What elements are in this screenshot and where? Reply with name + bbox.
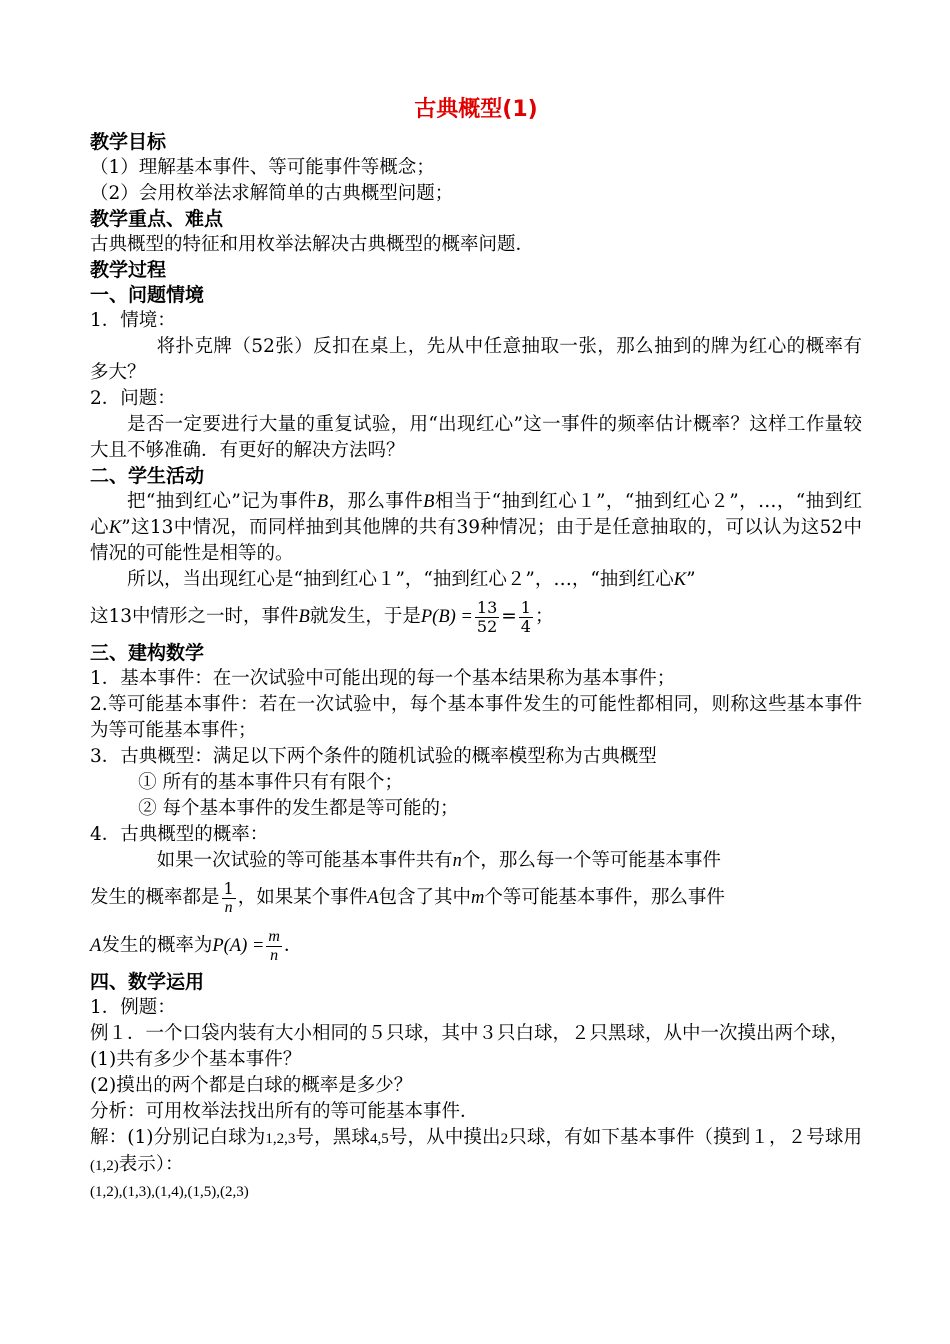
fraction-1-n: $\frac{1}{n}$ <box>223 878 234 916</box>
s1-item-2: 2．问题： <box>90 388 176 409</box>
process-heading: 教学过程 <box>90 259 167 281</box>
s4-solution: 解：(1)分别记白球为1,2,3号，黑球4,5号，从中摸出2只球，有如下基本事件（摸到１，２号球用(1,2)表示）： <box>90 1127 862 1175</box>
fraction-13-52: $\frac{13}{52}$ <box>476 597 498 636</box>
section-4-heading: 四、数学运用 <box>90 971 205 993</box>
s3-condition-1: ① 所有的基本事件只有有限个； <box>138 772 403 793</box>
document-page <box>90 96 862 1205</box>
s3-paragraph-3: A发生的概率为P(A) = $\frac{m}{n}$ ． <box>90 927 303 964</box>
s2-paragraph-3: 这13中情形之一时，事件B就发生，于是P(B) = $\frac{13}{52}$ = $\frac{1}{4}$ ； <box>90 597 554 636</box>
goal-2: （2）会用枚举法求解简单的古典概型问题； <box>90 183 454 204</box>
s3-paragraph-2: 发生的概率都是 $\frac{1}{n}$ ，如果某个事件A包含了其中m个等可能基本事件，那么事件 <box>90 878 725 916</box>
s3-paragraph-1: 如果一次试验的等可能基本事件共有n个，那么每一个等可能基本事件 <box>156 850 721 871</box>
s4-question-2: (2)摸出的两个都是白球的概率是多少？ <box>90 1075 413 1096</box>
s2-paragraph-2: 所以，当出现红心是“抽到红心１”，“抽到红心２”，…，“抽到红心K” <box>127 569 696 590</box>
s3-item-3: 3．古典概型：满足以下两个条件的随机试验的概率模型称为古典概型 <box>90 746 657 767</box>
s3-item-4: 4．古典概型的概率： <box>90 824 269 845</box>
s3-item-1: 1．基本事件：在一次试验中可能出现的每一个基本结果称为基本事件； <box>90 668 676 689</box>
s4-example-1: 例１．一个口袋内装有大小相同的５只球，其中３只白球，２只黑球，从中一次摸出两个球， <box>90 1023 849 1044</box>
key-text: 古典概型的特征和用枚举法解决古典概型的概率问题． <box>90 234 535 255</box>
probability-formula-a: P(A) = <box>212 936 265 956</box>
s3-item-2: 2.等可能基本事件：若在一次试验中，每个基本事件发生的可能性都相同，则称这些基本事件为等可能基本事件； <box>90 694 862 741</box>
document-title: 古典概型(1) <box>414 97 538 122</box>
section-3-heading: 三、建构数学 <box>90 642 205 664</box>
section-1-heading: 一、问题情境 <box>90 284 205 306</box>
s4-item-1: 1．例题： <box>90 997 176 1018</box>
s4-analysis: 分析：可用枚举法找出所有的等可能基本事件． <box>90 1101 479 1122</box>
goal-1: （1）理解基本事件、等可能事件等概念； <box>90 157 435 178</box>
s4-event-list: (1,2),(1,3),(1,4),(1,5),(2,3) <box>90 1184 249 1200</box>
goals-heading: 教学目标 <box>90 131 167 153</box>
section-2-heading: 二、学生活动 <box>90 465 205 487</box>
s4-question-1: (1)共有多少个基本事件？ <box>90 1049 302 1070</box>
s3-condition-2: ② 每个基本事件的发生都是等可能的； <box>138 798 459 819</box>
s1-paragraph-2: 是否一定要进行大量的重复试验，用“出现红心”这一事件的频率估计概率？这样工作量较大且不够准确．有更好的解决方法吗？ <box>90 414 862 461</box>
probability-formula: P(B) = <box>420 607 473 627</box>
key-heading: 教学重点、难点 <box>90 208 224 230</box>
s2-paragraph-1: 把“抽到红心”记为事件B，那么事件B相当于“抽到红心１”，“抽到红心２”，…，“抽到红心K”这13中情况，而同样抽到其他牌的共有39种情况；由于是任意抽取的，可以认为这52中情况的可能性是相等的。 <box>90 491 862 564</box>
s1-item-1: 1．情境： <box>90 310 176 331</box>
fraction-m-n: $\frac{m}{n}$ <box>268 927 280 964</box>
fraction-1-4: $\frac{1}{4}$ <box>520 597 531 636</box>
s1-paragraph-1: 将扑克牌（52张）反扣在桌上，先从中任意抽取一张，那么抽到的牌为红心的概率有多大？ <box>90 336 862 383</box>
